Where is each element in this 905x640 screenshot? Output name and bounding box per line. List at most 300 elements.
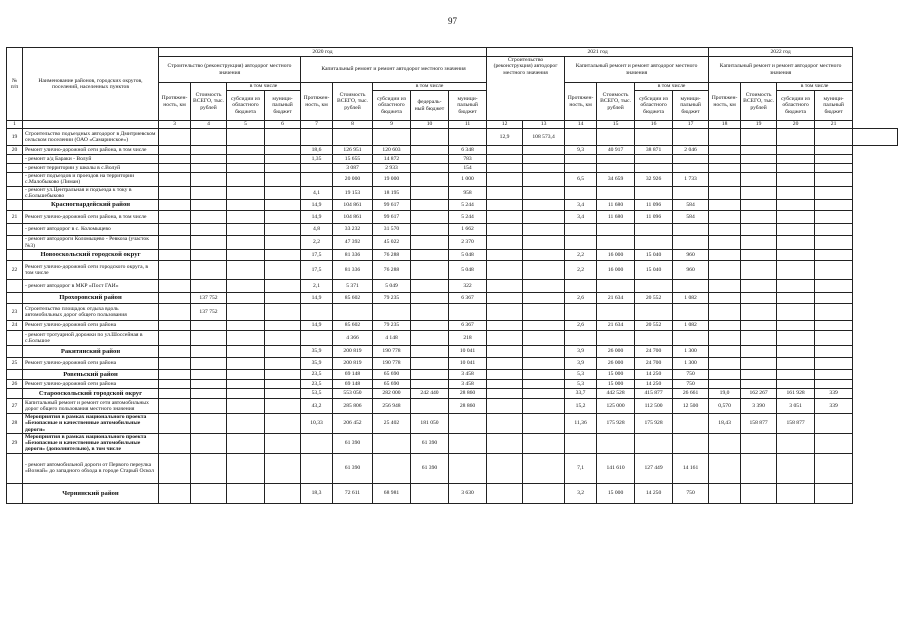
value-cell [853,129,898,146]
value-cell [227,483,265,503]
value-cell [709,186,741,200]
value-cell: 15,2 [565,399,597,414]
row-number [7,483,23,503]
value-cell: 125 000 [597,399,635,414]
h-incl-b20: в том числе [227,83,301,91]
value-cell [815,173,853,187]
value-cell [227,331,265,346]
column-number: 6 [265,121,301,129]
value-cell: 10 041 [449,358,487,370]
value-cell [741,224,777,236]
value-cell: 442 528 [597,389,635,399]
value-cell [487,211,523,224]
value-cell [191,261,227,280]
district-row [7,389,898,399]
value-cell [333,129,373,146]
value-cell: 175 928 [597,414,635,434]
value-cell: 158 877 [777,414,815,434]
row-number [7,331,23,346]
value-cell [227,370,265,380]
value-cell [709,224,741,236]
value-cell: 16 000 [597,261,635,280]
column-number: 1 [7,121,23,129]
value-cell [191,146,227,155]
value-cell [815,250,853,261]
value-cell [635,164,673,173]
value-cell [227,380,265,389]
value-cell [159,304,191,321]
value-cell: 6 367 [449,321,487,331]
value-cell [673,224,709,236]
value-cell [709,453,741,483]
value-cell [487,399,523,414]
value-cell [191,370,227,380]
column-number: 15 [597,121,635,129]
district-name: Чернянский район [23,483,159,503]
value-cell: 14 250 [635,370,673,380]
value-cell [523,261,565,280]
value-cell [635,331,673,346]
value-cell: 285 806 [333,399,373,414]
row-name: - ремонт автодорог в с. Коломыцево [23,224,159,236]
value-cell: 339 [815,399,853,414]
value-cell [265,173,301,187]
row-name: Ремонт улично-дорожной сети района [23,321,159,331]
value-cell [815,200,853,211]
value-cell [159,155,191,164]
value-cell [227,261,265,280]
value-cell [741,370,777,380]
value-cell: 2,6 [565,293,597,304]
column-number: 17 [673,121,709,129]
value-cell: 81 336 [333,250,373,261]
value-cell [159,483,191,503]
value-cell [191,321,227,331]
value-cell [265,380,301,389]
value-cell [597,236,635,250]
h-mun-r22: муници-пальный бюджет [815,91,853,121]
value-cell: 10,33 [301,414,333,434]
value-cell [191,129,227,146]
row-name: - ремонт территории у школы в с.Волуй [23,164,159,173]
column-number: 20 [777,121,815,129]
value-cell [487,380,523,389]
value-cell [191,331,227,346]
value-cell: 11 680 [597,211,635,224]
value-cell: 20 000 [333,173,373,187]
value-cell: 256 948 [373,399,411,414]
value-cell [487,236,523,250]
district-name: Новооскольский городской округ [23,250,159,261]
value-cell [487,304,523,321]
value-cell [741,173,777,187]
value-cell [777,186,815,200]
value-cell: 5 244 [449,211,487,224]
value-cell [709,200,741,211]
district-row [7,370,898,380]
value-cell: 21 634 [597,321,635,331]
value-cell: 17,5 [301,261,333,280]
value-cell [709,236,741,250]
column-number: 4 [191,121,227,129]
value-cell: 2 370 [449,236,487,250]
value-cell: 960 [673,261,709,280]
district-row [7,200,898,211]
value-cell: 553 050 [333,389,373,399]
value-cell [777,483,815,503]
row-name: Ремонт улично-дорожной сети района, в том числе [23,211,159,224]
value-cell: 76 288 [373,261,411,280]
value-cell [301,164,333,173]
value-cell: 85 602 [333,293,373,304]
row-number: 25 [7,358,23,370]
value-cell: 47 392 [333,236,373,250]
value-cell [191,380,227,389]
value-cell [815,304,853,321]
value-cell: 18 195 [373,186,411,200]
value-cell [565,224,597,236]
value-cell: 5 048 [449,250,487,261]
value-cell [191,173,227,187]
value-cell [449,304,487,321]
table-row [7,399,898,414]
value-cell [159,200,191,211]
value-cell [709,433,741,453]
value-cell [523,331,565,346]
value-cell: 200 819 [333,358,373,370]
value-cell [159,236,191,250]
value-cell [709,483,741,503]
value-cell: 6 367 [449,293,487,304]
value-cell: 120 603 [373,146,411,155]
value-cell: 322 [449,280,487,293]
h-mun-r21: муници-пальный бюджет [673,91,709,121]
value-cell [265,453,301,483]
value-cell [523,200,565,211]
value-cell [597,304,635,321]
h-sub-r22: субсидии из областного бюджета [777,91,815,121]
value-cell: 104 861 [333,211,373,224]
value-cell: 4,8 [301,224,333,236]
value-cell: 14 872 [373,155,411,164]
value-cell [227,200,265,211]
district-name: Ровеньский район [23,370,159,380]
value-cell: 584 [673,211,709,224]
h-incl-r22: в том числе [777,83,853,91]
value-cell: 1 082 [673,321,709,331]
value-cell: 33,7 [565,389,597,399]
row-number [7,293,23,304]
value-cell [523,399,565,414]
value-cell [815,321,853,331]
value-cell [265,331,301,346]
value-cell [673,155,709,164]
header-2020: 2020 год [159,48,487,57]
value-cell: 14,9 [301,293,333,304]
value-cell: 24 700 [635,358,673,370]
value-cell [159,173,191,187]
value-cell [741,380,777,389]
value-cell [815,129,853,146]
value-cell [159,280,191,293]
column-number: 13 [523,121,565,129]
value-cell [227,346,265,358]
value-cell [265,164,301,173]
value-cell [815,261,853,280]
value-cell [227,399,265,414]
value-cell [159,146,191,155]
value-cell [159,358,191,370]
value-cell: 1 082 [673,293,709,304]
value-cell: 20 552 [635,321,673,331]
header-build-2021: Строительство (реконструкция) автодорог местного значения [487,57,565,121]
value-cell [635,236,673,250]
value-cell: 4 148 [373,331,411,346]
value-cell: 3,9 [565,358,597,370]
h-length-r20: Протяжен-ность, км [301,83,333,121]
value-cell: 7,1 [565,453,597,483]
value-cell [191,280,227,293]
h-fed-r20: федераль-ный бюджет [411,91,449,121]
value-cell: 79 235 [373,293,411,304]
district-name: Старооскольский городской округ [23,389,159,399]
table-row [7,380,898,389]
value-cell: 415 877 [635,389,673,399]
value-cell: 104 861 [333,200,373,211]
value-cell: 2,6 [565,321,597,331]
row-number [7,453,23,483]
value-cell: 79 235 [373,321,411,331]
value-cell: 16 000 [597,250,635,261]
value-cell: 19 000 [373,173,411,187]
value-cell [411,370,449,380]
value-cell [487,200,523,211]
value-cell [411,483,449,503]
value-cell [411,331,449,346]
value-cell [777,380,815,389]
value-cell: 3,9 [565,346,597,358]
value-cell [487,164,523,173]
h-sub-b20: субсидии из областного бюджета [227,91,265,121]
value-cell: 20 552 [635,293,673,304]
value-cell [741,331,777,346]
header-2022: 2022 год [709,48,853,57]
value-cell: 175 928 [635,414,673,434]
value-cell [159,186,191,200]
value-cell [709,346,741,358]
value-cell [449,433,487,453]
value-cell: 45 022 [373,236,411,250]
value-cell [741,280,777,293]
value-cell [487,389,523,399]
value-cell [709,261,741,280]
value-cell [301,304,333,321]
row-number [7,155,23,164]
value-cell: 65 690 [373,370,411,380]
value-cell: 206 452 [333,414,373,434]
value-cell [487,433,523,453]
row-number [7,236,23,250]
value-cell [487,293,523,304]
value-cell: 1 300 [673,358,709,370]
table-row [7,236,898,250]
row-number: 21 [7,211,23,224]
value-cell [777,280,815,293]
h-length-r21: Протяжен-ность, км [565,83,597,121]
value-cell [411,129,449,146]
value-cell: 35,9 [301,358,333,370]
value-cell [741,236,777,250]
value-cell [741,346,777,358]
value-cell [523,155,565,164]
column-number: 19 [741,121,777,129]
value-cell [565,186,597,200]
h-sub-r20: субсидии из областного бюджета [373,91,411,121]
row-number [7,346,23,358]
value-cell: 15 000 [597,370,635,380]
value-cell [411,173,449,187]
value-cell [565,129,597,146]
column-number: 21 [815,121,853,129]
value-cell [741,155,777,164]
value-cell [523,483,565,503]
value-cell [487,453,523,483]
page-number: 97 [448,16,457,26]
value-cell [449,414,487,434]
h-cost-r22: Стоимость ВСЕГО, тыс. рублей [741,83,777,121]
value-cell: 31 570 [373,224,411,236]
value-cell [635,155,673,164]
value-cell: 12 500 [673,399,709,414]
value-cell: 1 300 [673,346,709,358]
column-number: 3 [159,121,191,129]
value-cell: 15 040 [635,261,673,280]
header-name: Наименование районов, городских округов, поселений, населенных пунктов [23,48,159,121]
value-cell [265,414,301,434]
value-cell: 76 288 [373,250,411,261]
value-cell [673,331,709,346]
value-cell [777,164,815,173]
value-cell [265,129,301,146]
value-cell [815,370,853,380]
table-row [7,173,898,187]
value-cell [709,146,741,155]
h-cost-r21: Стоимость ВСЕГО, тыс. рублей [597,83,635,121]
value-cell [487,250,523,261]
value-cell [635,280,673,293]
value-cell [815,224,853,236]
value-cell: 14,9 [301,200,333,211]
value-cell [523,164,565,173]
value-cell [741,164,777,173]
value-cell [411,186,449,200]
value-cell [523,146,565,155]
value-cell: 15 655 [333,155,373,164]
value-cell [159,321,191,331]
value-cell [487,321,523,331]
value-cell: 2,2 [301,236,333,250]
value-cell [523,211,565,224]
value-cell: 112 500 [635,399,673,414]
table-row [7,224,898,236]
value-cell [635,186,673,200]
value-cell: 26 000 [597,358,635,370]
column-number: 9 [373,121,411,129]
value-cell: 242 440 [411,389,449,399]
value-cell: 1 662 [449,224,487,236]
value-cell [815,331,853,346]
value-cell [709,358,741,370]
value-cell [227,280,265,293]
value-cell [191,358,227,370]
value-cell [191,389,227,399]
value-cell: 65 690 [373,380,411,389]
h-length-r22: Протяжен-ность, км [709,83,741,121]
row-name: - ремонт тротуарной дорожки по ул.Шоссейная в с.Большое [23,331,159,346]
value-cell [159,129,191,146]
value-cell: 32 926 [635,173,673,187]
value-cell [373,453,411,483]
value-cell: 38 871 [635,146,673,155]
value-cell: 99 617 [373,211,411,224]
table-row [7,321,898,331]
table-row [7,129,898,146]
value-cell [635,304,673,321]
value-cell [523,224,565,236]
value-cell [741,129,777,146]
value-cell: 960 [673,250,709,261]
value-cell [523,453,565,483]
value-cell: 53,5 [301,389,333,399]
value-cell [565,155,597,164]
value-cell: 61 390 [411,453,449,483]
value-cell [815,380,853,389]
value-cell [411,358,449,370]
value-cell: 11 096 [635,200,673,211]
value-cell [411,280,449,293]
value-cell: 24 700 [635,346,673,358]
h-cost-b20: Стоимость ВСЕГО, тыс. рублей [191,83,227,121]
value-cell: 6 348 [449,146,487,155]
value-cell [815,186,853,200]
value-cell [777,250,815,261]
row-number: 23 [7,304,23,321]
value-cell [709,321,741,331]
value-cell: 25 402 [373,414,411,434]
value-cell [159,211,191,224]
value-cell [411,261,449,280]
value-cell: 218 [449,331,487,346]
column-number: 7 [301,121,333,129]
value-cell [191,433,227,453]
value-cell [597,164,635,173]
value-cell [487,370,523,380]
value-cell [815,211,853,224]
value-cell: 5 049 [373,280,411,293]
value-cell: 15 000 [597,380,635,389]
value-cell: 958 [449,186,487,200]
value-cell [487,414,523,434]
value-cell [227,129,265,146]
value-cell [333,304,373,321]
value-cell [597,433,635,453]
value-cell [265,370,301,380]
value-cell [673,164,709,173]
value-cell [815,346,853,358]
value-cell [191,211,227,224]
value-cell: 19 153 [333,186,373,200]
row-name: - ремонт ул.Центральная и подъезда к току в с.Большебыково [23,186,159,200]
